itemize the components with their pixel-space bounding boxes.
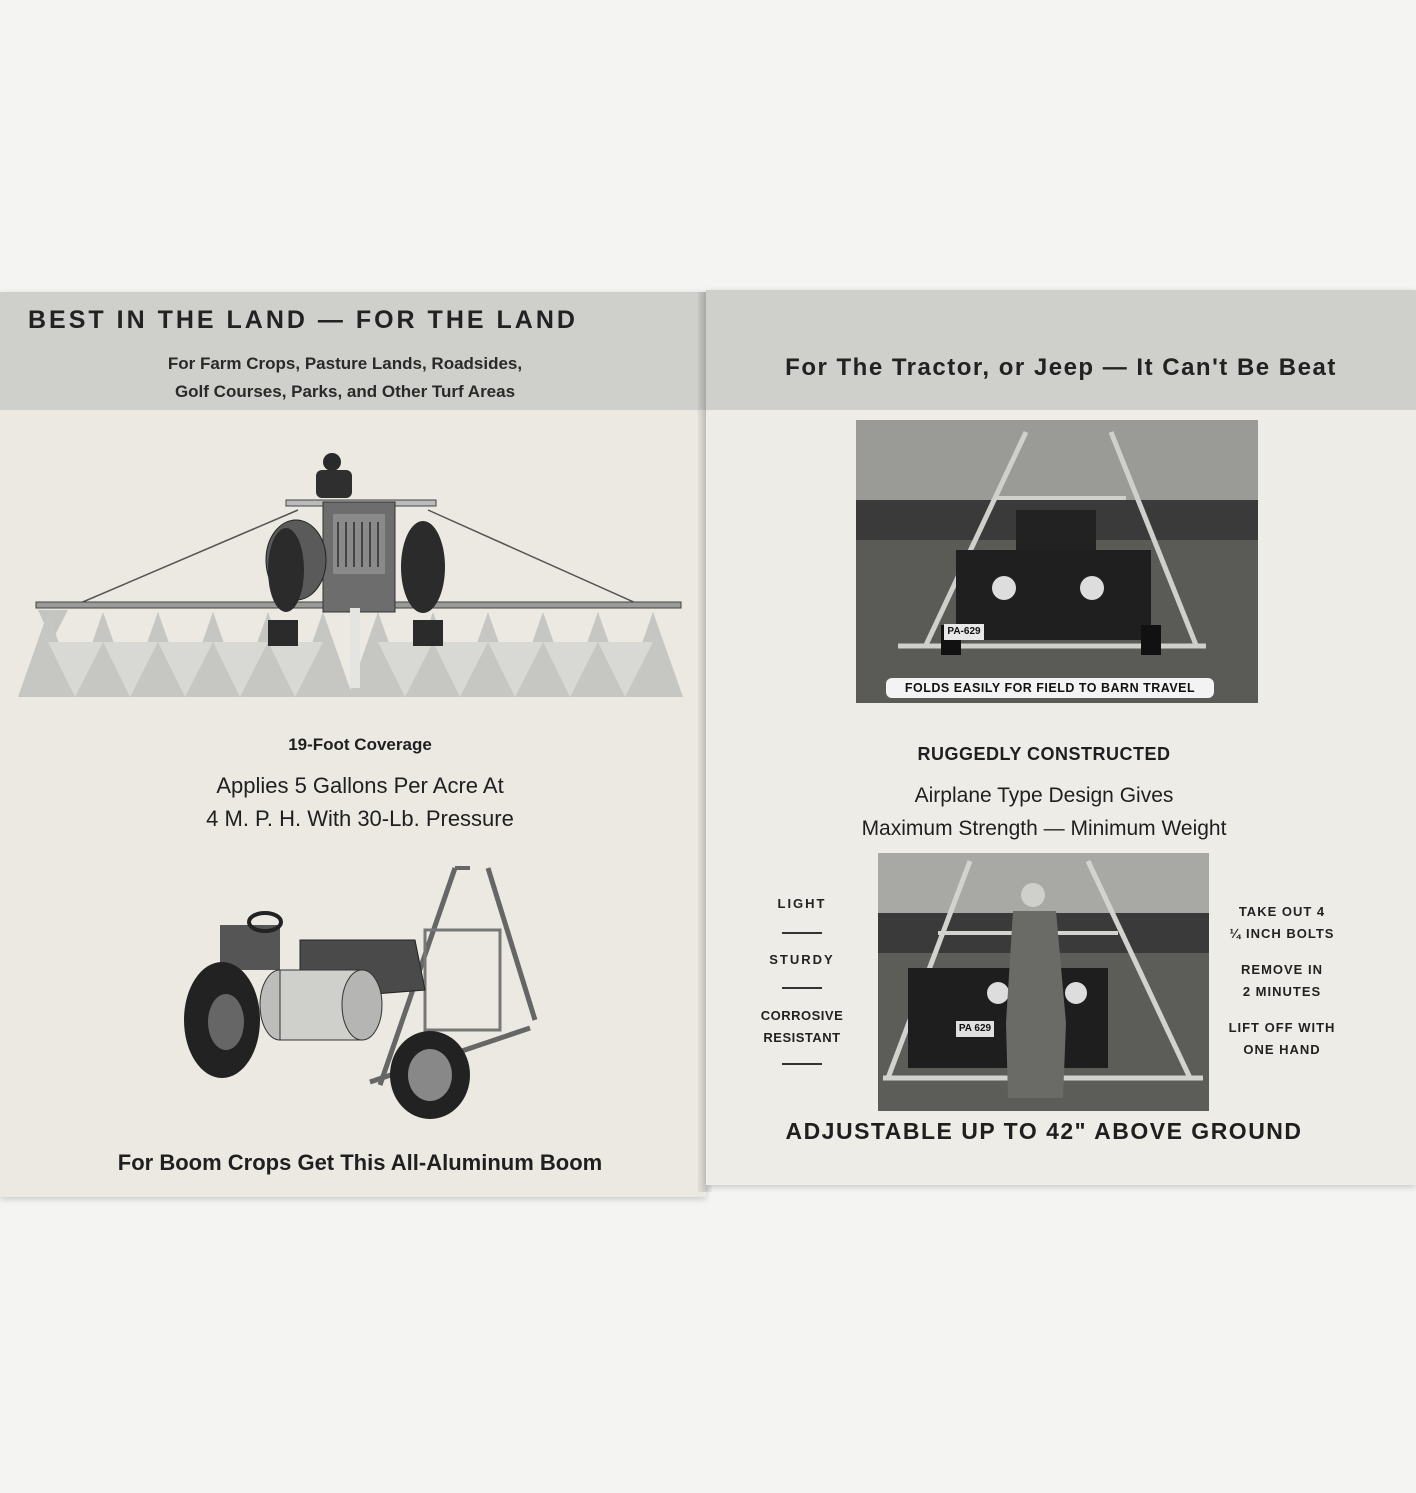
tractor-spray-illustration [18, 442, 704, 702]
left-header-subtitle-line2: Golf Courses, Parks, and Other Turf Areas [174, 382, 516, 401]
feature-divider [782, 932, 822, 934]
feature-sturdy: STURDY [769, 952, 835, 967]
right-header-band [706, 290, 1416, 410]
man-lifting-boom-photo [878, 853, 1209, 1111]
feature-remove-in: REMOVE IN [1241, 962, 1323, 977]
feature-light: LIGHT [777, 896, 827, 911]
feature-divider [782, 1063, 822, 1065]
right-header-title: For The Tractor, or Jeep — It Can't Be Beat [785, 354, 1337, 381]
feature-two-minutes: 2 MINUTES [1242, 984, 1322, 999]
feature-one-hand: ONE HAND [1243, 1042, 1321, 1057]
feature-resistant: RESISTANT [763, 1030, 841, 1045]
feature-take-out: TAKE OUT 4 [1238, 904, 1326, 919]
right-page [706, 290, 1416, 1185]
rugged-line2: Maximum Strength — Minimum Weight [861, 817, 1227, 840]
feature-bolts: ¼ INCH BOLTS [1229, 926, 1335, 941]
photo1-caption: FOLDS EASILY FOR FIELD TO BARN TRAVEL [886, 678, 1214, 698]
coverage-line2: 4 M. P. H. With 30-Lb. Pressure [206, 806, 514, 831]
left-header-subtitle-line1: For Farm Crops, Pasture Lands, Roadsides, [167, 354, 523, 373]
coverage-line1: Applies 5 Gallons Per Acre At [216, 773, 504, 798]
rugged-line1: Airplane Type Design Gives [914, 784, 1174, 807]
folded-boom-tractor-illustration [180, 860, 560, 1130]
left-page [0, 292, 706, 1197]
license-plate: PA-629 [944, 624, 984, 640]
feature-lift-off: LIFT OFF WITH [1228, 1020, 1336, 1035]
left-footer: For Boom Crops Get This All-Aluminum Boom [117, 1150, 603, 1175]
jeep-folded-photo [856, 420, 1258, 703]
feature-divider [782, 987, 822, 989]
rugged-heading: RUGGEDLY CONSTRUCTED [917, 744, 1171, 764]
license-plate: PA 629 [956, 1021, 994, 1037]
left-header-title: BEST IN THE LAND — FOR THE LAND [28, 306, 578, 334]
feature-corrosive: CORROSIVE [760, 1008, 844, 1023]
right-footer: ADJUSTABLE UP TO 42" ABOVE GROUND [785, 1118, 1303, 1144]
coverage-heading: 19-Foot Coverage [288, 735, 432, 754]
